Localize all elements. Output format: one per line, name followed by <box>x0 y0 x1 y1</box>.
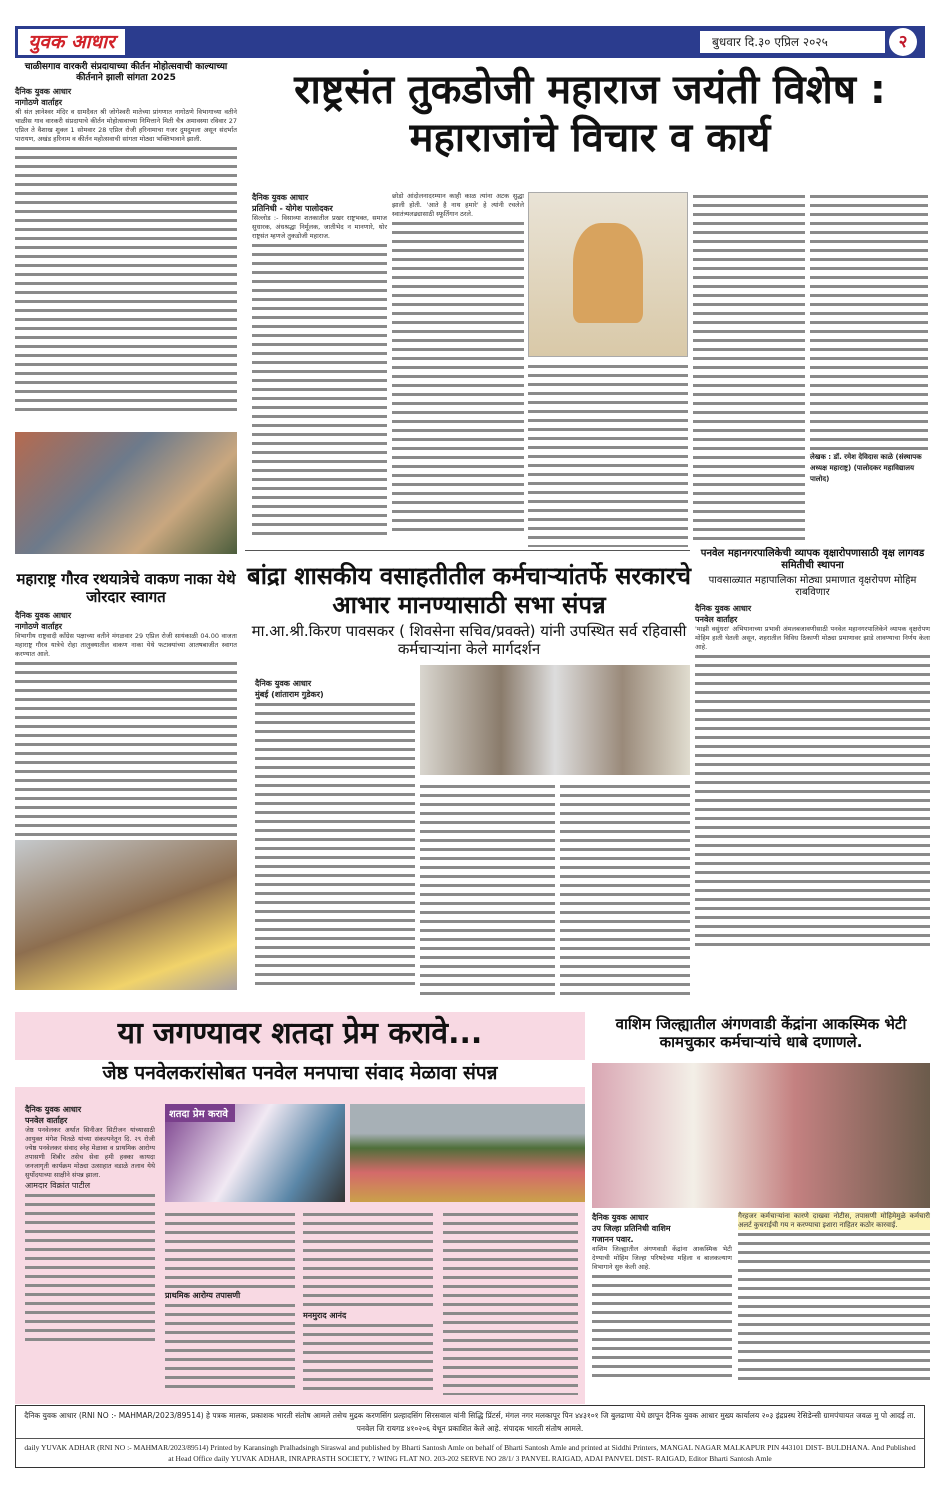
reporter: नागोठणे वार्ताहर <box>15 622 62 631</box>
reporter-name: गजानन पवार. <box>592 1235 634 1244</box>
subhead: मनमुराद आनंद <box>303 1311 347 1320</box>
article-bandra <box>245 562 693 658</box>
article-body: 'माझी वसुंधरा' अभियानाच्या प्रभावी अंमलबजावणीसाठी पनवेल महानगरपालिकेने व्यापक वृक्षरोपण मोहिम हाती घेतली असून, शहरातील विविध ठिकाणी मोठ्या प्रमाणावर झाडे लावण्याचा निर्णय केला आहे. <box>695 625 930 651</box>
washim-col2 <box>738 1212 930 1380</box>
paper-name: दैनिक युवक आधार <box>255 679 312 688</box>
article-headline: महाराष्ट्र गौरव रथयात्रेचे वाकण नाका येथे जोरदार स्वागत <box>16 570 236 606</box>
author-note: लेखक : डॉ. रमेश देविदास काळे (संस्थापक अध्यक्ष महाराष्ट्र) (पालोदकर महाविद्यालय पालोद) <box>810 453 922 483</box>
article-headline: वाशिम जिल्ह्यातील अंगणवाडी केंद्रांना आकस्मिक भेटी कामचुकार कर्मचाऱ्यांचे धाबे दणाणले. <box>615 1015 907 1051</box>
photo-banner: शतदा प्रेम करावे <box>165 1104 235 1122</box>
article-text <box>392 219 524 537</box>
article-subheadline: पावसाळ्यात महापालिका मोठ्या प्रमाणात वृक्षरोपण मोहिम राबविणार <box>708 575 917 598</box>
article-body: श्री संत ज्ञानेश्वर मंदिर व ग्रामदैवत श्री जोगेश्वरी मातेच्या प्रांगणात नागोठणे विभागाच्या वतीने चाळीस गाव वारकरी संप्रदायाचे कीर्तन मोहोत्सवाच्या निमित्ताने मिती चैत्र अमावस्या रविवार 27 एप्रिल ते वैशाख शुक्ल 1 सोमवार 28 एप्रिल रोजी हरिनामाचा गजर दुमदुमला असून संदर्भात पारायण, अखंड हरिनाम व कीर्तन महोत्सवाची सांगता मोठ्या भक्तिभावाने झाली. <box>15 107 237 143</box>
article-text <box>165 1210 295 1290</box>
article-senior-citizens <box>15 1012 585 1404</box>
reporter: नागोठणे वार्ताहर <box>15 97 62 107</box>
article-washim <box>592 1015 930 1051</box>
issue-date: बुधवार दि.३० एप्रिल २०२५ <box>700 31 885 53</box>
article-headline: पनवेल महानगरपालिकेची व्यापक वृक्षारोपणासाठी वृक्ष लागवड समितीची स्थापना <box>700 548 925 571</box>
main-headline-line2: महाराजांचे विचार व कार्य <box>409 115 771 161</box>
article-body: छोडो आंदोलनादरम्यान काही काळ त्यांना अटक सुद्धा झाली होती. 'आते है नाथ हमारे' हे त्यांनी रचलेले स्वातंत्र्यलढ्यासाठी स्फूर्तिगान ठरले. <box>392 192 524 218</box>
rathyatra-photo <box>15 840 237 990</box>
reporter: प्रतिनिधी - योगेश पालोदकर <box>252 204 333 213</box>
article-text <box>15 659 237 869</box>
article-body: सिल्लोड :- विसाव्या शतकातील प्रखर राष्ट्रभक्त, समाज सुधारक, अंधश्रद्धा निर्मूलक, जातीभेद न मानणारे, थोर राष्ट्रसंत म्हणजे तुकडोजी महाराज. <box>252 214 387 240</box>
highlight-box: गैरहजर कर्मचाऱ्यांना कारणे दाखवा नोटीस, तपासणी मोहिमेमुळे कर्मचारी अलर्ट कुचराईची गय न करण्याचा इशारा नाहितर कठोर कारवाई. <box>738 1212 930 1229</box>
divider <box>245 550 690 551</box>
newspaper-logo: युवक आधार <box>18 29 125 55</box>
article-text <box>303 1321 433 1391</box>
article-headline: चाळीसगाव वारकरी संप्रदायाच्या कीर्तन मोहोत्सवाची काल्याच्या कीर्तनाने झाली सांगता 2025 <box>24 62 228 83</box>
paper-name: दैनिक युवक आधार <box>15 86 72 96</box>
reporter: पनवेल वार्ताहर <box>25 1116 68 1125</box>
bandra-photo <box>420 665 690 775</box>
article-text <box>165 1301 295 1391</box>
anganwadi-photo <box>592 1063 930 1208</box>
article-text <box>592 1272 732 1382</box>
imprint-english: daily YUVAK ADHAR (RNI NO :- MAHMAR/2023/89514) Printed by Karansingh Pralhadsingh Siraswal and published by Bharti Santosh Amle on behalf of Bharti Santosh Amle and printed at Siddhi Printers, MANGAL NAGAR MALKAPUR PIN 443101 DIST- BULDHANA. And Published at Head Office daily YUVAK ADHAR, INRAPRASTH SOCIETY, ? WING FLAT NO. 203-202 SERVE NO 28/1/ 3 PANVEL RAIGAD, ADAI PANVEL DIST- RAIGAD, Editor Bharti Santosh Amle <box>24 1443 916 1463</box>
washim-col1 <box>592 1212 732 1382</box>
subhead: आमदार विक्रांत पाटील <box>25 1181 91 1190</box>
article-body: जेष्ठ पनवेलकर अर्थात सिनीअर सिटीजन यांच्यासाठी आयुक्त मंगेश चितळे यांच्या संकल्पनेतून दि. २९ रोजी ज्येष्ठ पनवेलकर संवाद स्नेह मेळावा व प्राथमिक आरोग्य तपासणी शिबीर तसेच सेवा हमी हक्का कायदा जनजागृती कार्यक्रम मोठ्या उत्साहात वडाळे तलाव येथे सुर्योदयाच्या साक्षीने संपन्न झाला. <box>25 1126 155 1179</box>
kirtan-photo <box>15 432 237 554</box>
imprint <box>15 1405 925 1468</box>
article-text <box>810 192 928 452</box>
main-headline <box>250 66 930 162</box>
main-headline-line1: राष्ट्रसंत तुकडोजी महाराज जयंती विशेष : <box>294 67 886 113</box>
article-subheadline: मा.आ.श्री.किरण पावसकर ( शिवसेना सचिव/प्रवक्ते) यांनी उपस्थित सर्व रहिवासी कर्मचाऱ्यांना केले मार्गदर्शन <box>251 621 687 658</box>
article-text <box>252 241 387 541</box>
paper-name: दैनिक युवक आधार <box>252 193 309 202</box>
article-text <box>303 1210 433 1310</box>
article-text <box>25 1191 155 1341</box>
article-text <box>15 144 237 414</box>
tukdoji-col4 <box>693 192 805 542</box>
bandra-col3 <box>560 782 690 997</box>
paper-name: दैनिक युवक आधार <box>25 1105 82 1114</box>
masthead <box>15 26 925 58</box>
article-text <box>695 652 930 952</box>
tukdoji-col1 <box>252 192 387 541</box>
senior-col4 <box>443 1210 578 1395</box>
bandra-col2 <box>420 782 555 997</box>
senior-col3 <box>303 1210 433 1391</box>
subhead: प्राथमिक आरोग्य तपासणी <box>165 1291 241 1300</box>
portrait-figure <box>573 223 643 323</box>
imprint-marathi: दैनिक युवक आधार (RNI NO :- MAHMAR/2023/89514) हे पत्रक मालक, प्रकाशक भारती संतोष आमले तसेच मुद्रक करणसिंग प्रल्हादसिंग सिरसवाल यांनी सिद्धि प्रिंटर्स, मंगल नगर मलकापूर पिन ४४३१०१ जि बुलढाणा येथे छापून दैनिक युवक आधार मुख्य कार्यालय २०३ इंद्रप्रस्थ रेसिडेन्सी ग्रामपंचायत जवळ मु पो आदई ता. पनवेल जि रायगड ४१०२०६ येथून प्रकाशित केले आहे. संपादक भारती संतोष आमले. <box>24 1411 916 1433</box>
senior-col1 <box>25 1104 155 1341</box>
article-panvel-tree <box>695 548 930 952</box>
article-rathyatra <box>15 570 237 869</box>
paper-name: दैनिक युवक आधार <box>695 604 752 613</box>
article-body: विभागीय राष्ट्रवादी काँग्रेस पक्षाच्या वतीने मंगळवार 29 एप्रिल रोजी सायंकाळी 04.00 वाजता महाराष्ट्र गौरव यात्रेचे रोहा तालुक्यातील वाकण नाका येथे फटाक्यांच्या आतषबाजीत स्वागत करण्यात आले. <box>15 632 237 658</box>
senior-photo-2 <box>350 1104 585 1202</box>
tukdoji-portrait <box>528 192 688 357</box>
article-body: वाशिम जिल्ह्यातील अंगणवाडी केंद्रांना आकस्मिक भेटी देण्याची मोहिम जिल्हा परिषदेच्या महिला व बालकल्याण विभागाने सुरु केली आहे. <box>592 1245 732 1271</box>
article-chalisgaon <box>15 62 237 414</box>
reporter: उप जिल्हा प्रतिनिधी वाशिम <box>592 1224 671 1233</box>
reporter: पनवेल वार्ताहर <box>695 615 738 624</box>
article-text <box>255 700 415 990</box>
page-number: २ <box>889 28 917 56</box>
paper-name: दैनिक युवक आधार <box>592 1213 649 1222</box>
article-text <box>738 1230 930 1380</box>
reporter: मुंबई (शांताराम गुडेकर) <box>255 690 324 699</box>
article-headline: बांद्रा शासकीय वसाहतीतील कर्मचाऱ्यांतर्फे सरकारचे आभार मानण्यासाठी सभा संपन्न <box>247 562 691 619</box>
tukdoji-col3 <box>528 362 688 547</box>
tukdoji-col5 <box>810 192 928 485</box>
paper-name: दैनिक युवक आधार <box>15 611 72 620</box>
senior-photo-1 <box>165 1104 345 1202</box>
senior-col2 <box>165 1210 295 1391</box>
article-subheadline: जेष्ठ पनवेलकरांसोबत पनवेल मनपाचा संवाद मेळावा संपन्न <box>15 1060 585 1087</box>
article-headline: या जगण्यावर शतदा प्रेम करावे... <box>117 1016 483 1051</box>
tukdoji-col2 <box>392 192 524 537</box>
bandra-col1 <box>255 678 415 990</box>
